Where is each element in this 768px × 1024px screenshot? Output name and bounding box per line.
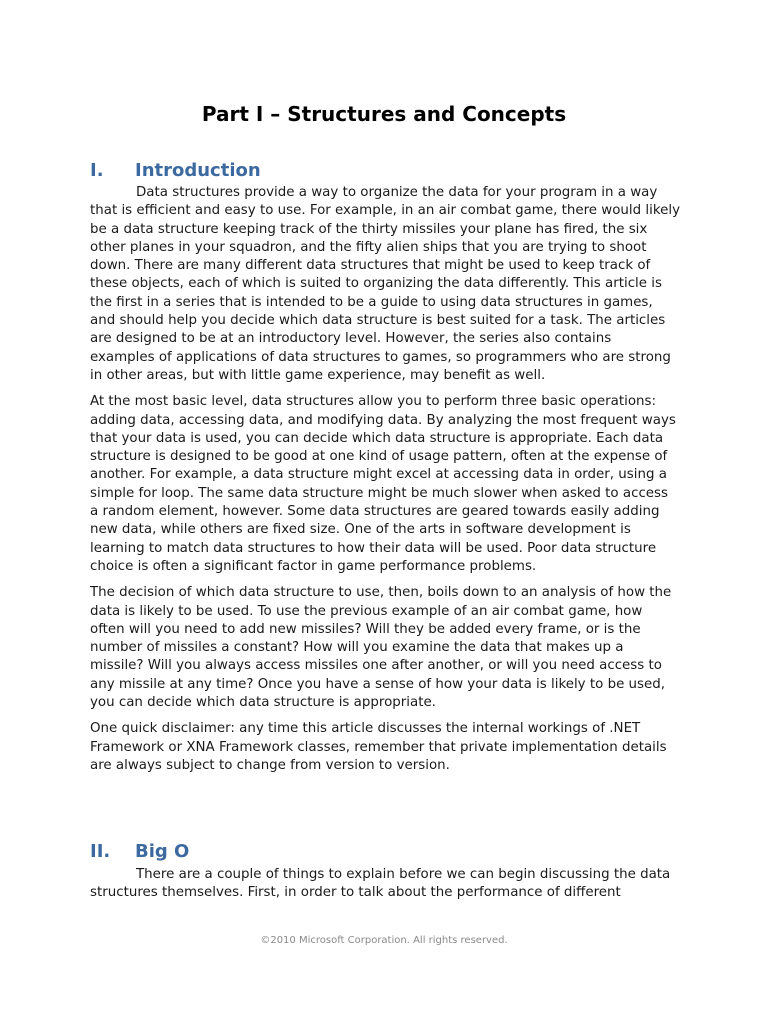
section-title: Introduction bbox=[135, 160, 261, 181]
page-title: Part I – Structures and Concepts bbox=[201, 102, 567, 126]
copyright-footer: ©2010 Microsoft Corporation. All rights reserved. bbox=[260, 935, 508, 946]
section-number: I. bbox=[90, 160, 104, 181]
section-title: Big O bbox=[135, 841, 190, 862]
section-heading-introduction bbox=[90, 160, 261, 181]
section-body-big-o bbox=[90, 866, 680, 911]
paragraph: There are a couple of things to explain before we can begin discussing the data structures themselves. First, in order to talk about the performance of different bbox=[90, 867, 671, 901]
paragraph: The decision of which data structure to use, then, boils down to an analysis of how the data is likely to be used. To use the previous example of an air combat game, how often will you need to add new missiles? Will they be added every frame, or is the number of missiles a constant? How will you examine the data that makes up a missile? Will you always access missiles one after another, or will you need access to any missile at any time? Once you have a sense of how your data is likely to be used, you can decide which data structure is appropriate. bbox=[90, 585, 672, 711]
paragraph: Data structures provide a way to organize the data for your program in a way that is efficient and easy to use. For example, in an air combat game, there would likely be a data structure keeping track of the thirty missiles your plane has fired, the six other planes in your squadron, and the fifty alien ships that you are trying to shoot down. There are many different data structures that might be used to keep track of these objects, each of which is suited to organizing the data differently. This article is the first in a series that is intended to be a guide to using data structures in games, and should help you decide which data structure is best suited for a task. The articles are designed to be at an introductory level. However, the series also contains examples of applications of data structures to games, so programmers who are strong in other areas, but with little game experience, may benefit as well. bbox=[90, 185, 680, 383]
paragraph: At the most basic level, data structures allow you to perform three basic operations: adding data, accessing data, and modifying data. By analyzing the most frequent ways that your data is used, you can decide which data structure is appropriate. Each data structure is designed to be good at one kind of usage pattern, often at the expense of another. For example, a data structure might excel at accessing data in order, using a simple for loop. The same data structure might be much slower when asked to access a random element, however. Some data structures are geared towards easily adding new data, while others are fixed size. One of the arts in software development is learning to match data structures to how their data will be used. Poor data structure choice is often a significant factor in game performance problems. bbox=[90, 394, 676, 574]
section-number: II. bbox=[90, 841, 111, 862]
section-heading-big-o bbox=[90, 841, 189, 862]
paragraph: One quick disclaimer: any time this article discusses the internal workings of .NET Framework or XNA Framework classes, remember that private implementation details are always subject to change from version to version. bbox=[90, 721, 667, 773]
section-body-introduction bbox=[90, 184, 680, 783]
